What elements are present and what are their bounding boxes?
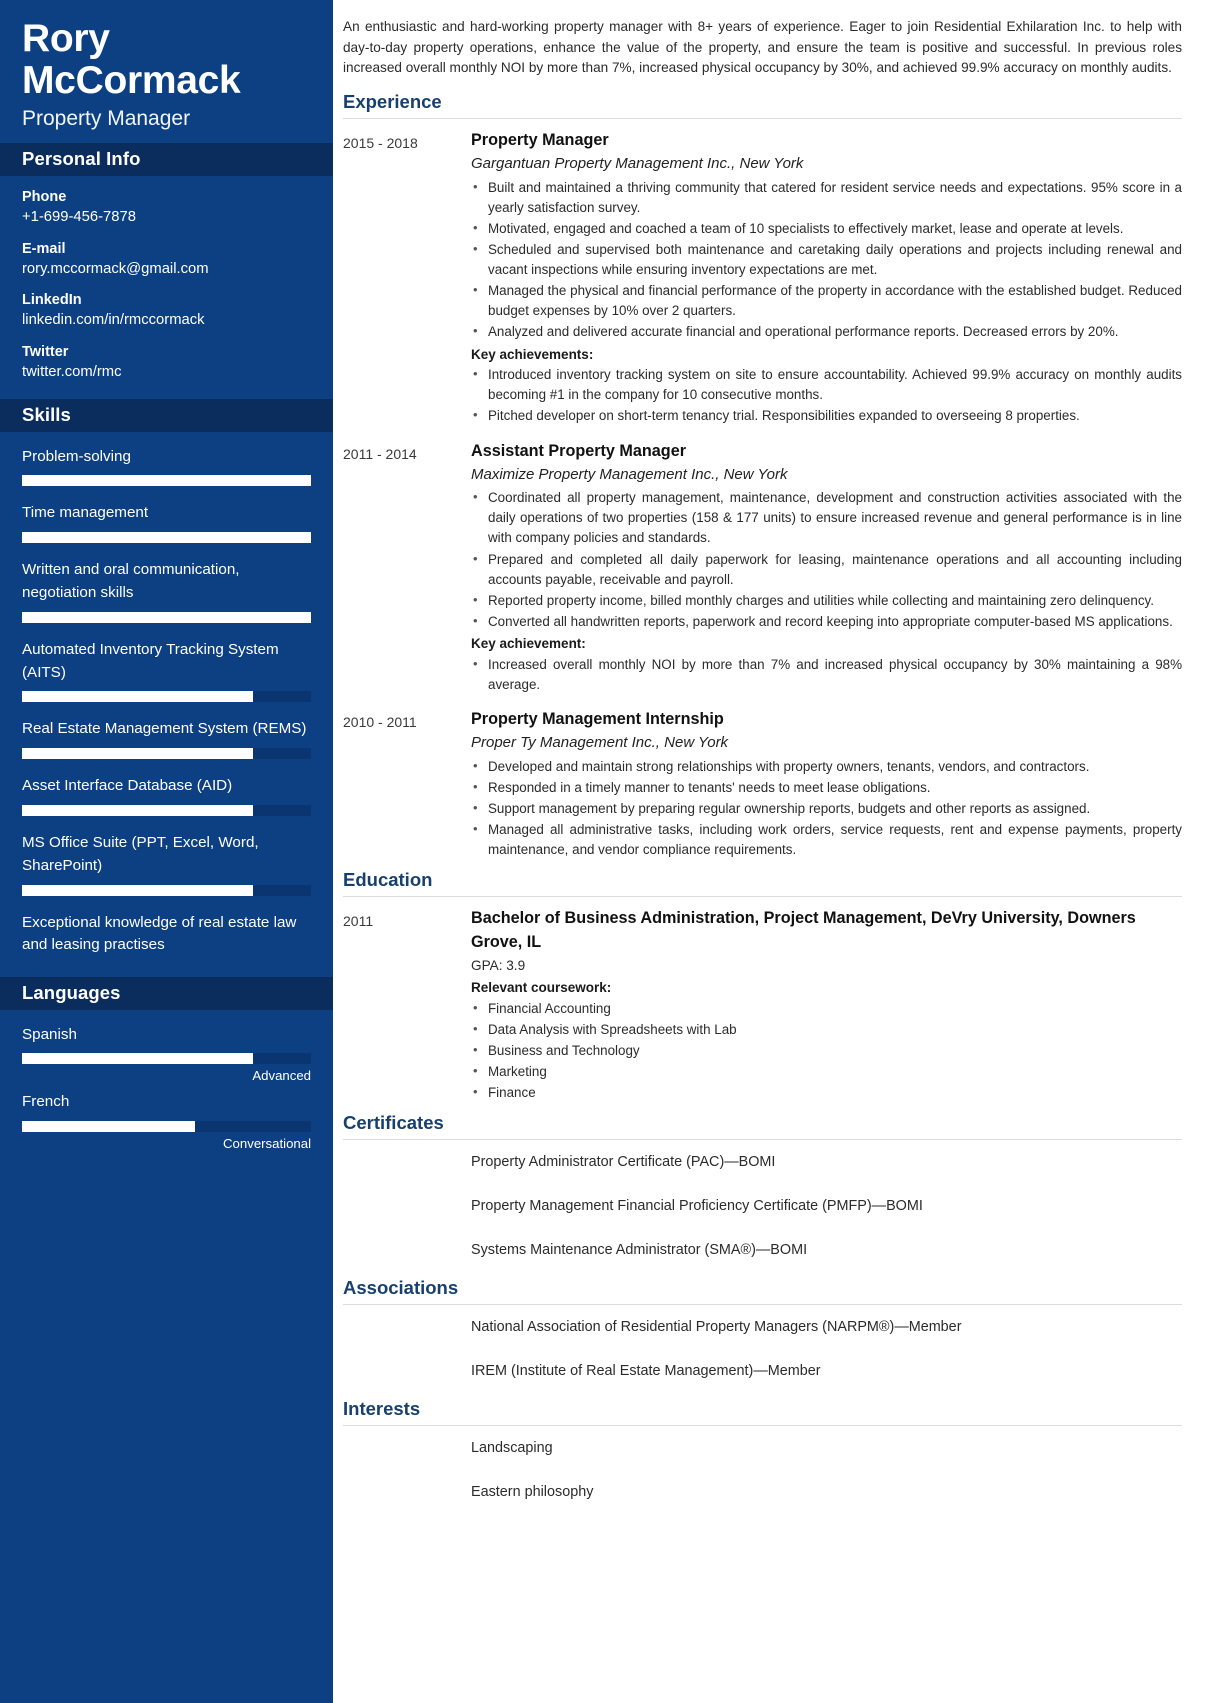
- experience-bullet: • Prepared and completed all daily paperwork for leasing, maintenance operations and all accounting including accounts payable, receivable and payroll.: [471, 550, 1182, 590]
- skill-level-fill: [22, 805, 253, 816]
- contact-item: [22, 188, 311, 228]
- experience-bullet: • Managed the physical and financial performance of the property in accordance with the established budget. Reduced budget expenses by 10% over 2 quarters.: [471, 281, 1182, 321]
- experience-bullet: • Support management by preparing regular ownership reports, budgets and other reports as assigned.: [471, 799, 1182, 819]
- sidebar-heading-personal-info: Personal Info: [0, 143, 333, 176]
- skill-level-fill: [22, 532, 311, 543]
- contact-value[interactable]: twitter.com/rmc: [22, 363, 122, 380]
- contact-label: Phone: [22, 189, 67, 206]
- experience-bullet: • Built and maintained a thriving community that catered for resident service needs and expectations. 95% score in a yearly satisfaction survey.: [471, 178, 1182, 218]
- experience-bullet: • Coordinated all property management, maintenance, development and construction activities associated with the daily operations of two properties (158 & 177 units) to ensure increased revenue and general performance is in line with company policies and standards.: [471, 488, 1182, 548]
- experience-bullet: • Scheduled and supervised both maintenance and caretaking daily operations and projects including renewal and vacant inspections while ensuring inventory expectations are met.: [471, 240, 1182, 280]
- education-entry: [343, 897, 1182, 1106]
- skill-name: Real Estate Management System (REMS): [22, 720, 307, 738]
- skill-level-fill: [22, 612, 311, 623]
- experience-entry: [343, 119, 1182, 430]
- skill-level-bar: [22, 691, 311, 702]
- language-item: [22, 1024, 311, 1083]
- language-level-label: Advanced: [252, 1068, 311, 1084]
- skill-name: Written and oral communication, negotiation skills: [22, 561, 240, 601]
- language-level-bar: [22, 1053, 311, 1064]
- contact-value[interactable]: linkedin.com/in/rmccormack: [22, 312, 205, 329]
- certificate-item-entry: [343, 1228, 1182, 1272]
- certificates-list: [343, 1140, 1182, 1271]
- section-heading-education: Education: [343, 863, 1182, 897]
- interest-item-entry: [343, 1426, 1182, 1470]
- sidebar: [0, 0, 333, 1703]
- skill-item: [22, 446, 311, 487]
- skill-name: Problem-solving: [22, 447, 131, 465]
- interests-list: [343, 1426, 1182, 1513]
- experience-organization: Gargantuan Property Management Inc., New York: [471, 155, 804, 173]
- coursework-item: • Business and Technology: [471, 1041, 1182, 1061]
- interest-item-entry: [343, 1470, 1182, 1514]
- skill-name: MS Office Suite (PPT, Excel, Word, SharePoint): [22, 833, 259, 874]
- date-column-spacer: [343, 1349, 471, 1393]
- certificate-item: Property Administrator Certificate (PAC)—BOMI: [471, 1154, 776, 1171]
- skill-name: Exceptional knowledge of real estate law and leasing practises: [22, 913, 297, 954]
- experience-bullet: • Developed and maintain strong relationships with property owners, tenants, vendors, and contractors.: [471, 757, 1182, 777]
- skill-level-fill: [22, 475, 311, 486]
- experience-date: 2010 - 2011: [343, 713, 417, 730]
- language-name: French: [22, 1093, 70, 1111]
- language-level-label: Conversational: [223, 1135, 311, 1151]
- contact-label: Twitter: [22, 344, 69, 360]
- experience-job-title: Property Management Internship: [471, 709, 724, 728]
- experience-key-achievements-list: [471, 365, 1182, 426]
- skill-item: [22, 559, 311, 623]
- experience-bullet: • Motivated, engaged and coached a team of 10 specialists to effectively market, lease and operate at levels.: [471, 219, 1182, 239]
- education-gpa: GPA: 3.9: [471, 958, 526, 974]
- languages-list: [0, 1010, 333, 1169]
- skill-level-fill: [22, 691, 253, 702]
- contact-value[interactable]: +1-699-456-7878: [22, 208, 136, 225]
- skill-level-fill: [22, 885, 253, 896]
- certificate-item-entry: [343, 1184, 1182, 1228]
- certificate-item: Systems Maintenance Administrator (SMA®)—BOMI: [471, 1241, 808, 1258]
- candidate-name: Rory McCormack: [22, 17, 241, 103]
- section-heading-experience: Experience: [343, 85, 1182, 119]
- skill-level-bar: [22, 885, 311, 896]
- skill-item: [22, 912, 311, 958]
- skill-item: [22, 832, 311, 896]
- date-column-spacer: [343, 1140, 471, 1184]
- contact-item: [22, 240, 311, 280]
- experience-bullet: • Analyzed and delivered accurate financial and operational performance reports. Decreased errors by 20%.: [471, 322, 1182, 342]
- experience-date: 2011 - 2014: [343, 445, 417, 462]
- experience-key-achievement: • Increased overall monthly NOI by more than 7% and increased physical occupancy by 30% maintaining a 98% average.: [471, 655, 1182, 695]
- skills-list: [0, 432, 333, 978]
- experience-bullet-list: [471, 757, 1182, 861]
- contact-label: LinkedIn: [22, 292, 82, 309]
- coursework-item: • Marketing: [471, 1062, 1182, 1082]
- candidate-role: Property Manager: [22, 107, 191, 131]
- experience-key-achievements-label: Key achievements:: [471, 346, 594, 362]
- language-level-bar: [22, 1121, 311, 1132]
- interest-item: Eastern philosophy: [471, 1483, 594, 1500]
- certificate-item-entry: [343, 1140, 1182, 1184]
- experience-entry: [343, 430, 1182, 698]
- experience-bullet-list: [471, 178, 1182, 343]
- association-item: IREM (Institute of Real Estate Management)—Member: [471, 1362, 821, 1379]
- sidebar-heading-skills: Skills: [0, 399, 333, 432]
- skill-level-fill: [22, 748, 253, 759]
- experience-date: 2015 - 2018: [343, 134, 418, 151]
- skill-level-bar: [22, 475, 311, 486]
- experience-key-achievement: • Pitched developer on short-term tenancy trial. Responsibilities expanded to overseeing 8 properties.: [471, 406, 1182, 426]
- section-heading-certificates: Certificates: [343, 1106, 1182, 1140]
- date-column-spacer: [343, 1426, 471, 1470]
- contact-item: [22, 343, 311, 383]
- section-heading-interests: Interests: [343, 1392, 1182, 1426]
- experience-bullet: • Converted all handwritten reports, paperwork and record keeping into appropriate computer-based MS applications.: [471, 612, 1182, 632]
- experience-job-title: Property Manager: [471, 130, 609, 149]
- skill-item: [22, 639, 311, 703]
- experience-list: [343, 119, 1182, 863]
- interest-item: Landscaping: [471, 1440, 553, 1457]
- associations-list: [343, 1305, 1182, 1392]
- association-item-entry: [343, 1349, 1182, 1393]
- association-item-entry: [343, 1305, 1182, 1349]
- date-column-spacer: [343, 1305, 471, 1349]
- coursework-item: • Finance: [471, 1083, 1182, 1103]
- main-content: [333, 0, 1206, 1703]
- language-level-fill: [22, 1121, 195, 1132]
- language-level-fill: [22, 1053, 253, 1064]
- skill-item: [22, 718, 311, 759]
- education-title: Bachelor of Business Administration, Project Management, DeVry University, Downers Grove, IL: [471, 909, 1136, 951]
- contact-label: E-mail: [22, 240, 66, 257]
- skill-name: Asset Interface Database (AID): [22, 777, 233, 795]
- skill-level-bar: [22, 748, 311, 759]
- date-column-spacer: [343, 1470, 471, 1514]
- contact-list: [0, 176, 333, 398]
- education-coursework-label: Relevant coursework:: [471, 980, 612, 996]
- date-column-spacer: [343, 1228, 471, 1272]
- professional-summary: An enthusiastic and hard-working property manager with 8+ years of experience. Eager to join Residential Exhilaration Inc. to help with day-to-day property operations, enhance the value of the property, and ensure the team is positive and successful. In previous roles increased overall monthly NOI by more than 7%, increased physical occupancy by 30%, and achieved 99.9% accuracy on monthly audits.: [343, 19, 1182, 76]
- certificate-item: Property Management Financial Proficiency Certificate (PMFP)—BOMI: [471, 1197, 923, 1214]
- language-item: [22, 1091, 311, 1150]
- experience-bullet: • Responded in a timely manner to tenants' needs to meet lease obligations.: [471, 778, 1182, 798]
- skill-level-bar: [22, 805, 311, 816]
- experience-organization: Proper Ty Management Inc., New York: [471, 734, 729, 752]
- skill-item: [22, 502, 311, 543]
- language-name: Spanish: [22, 1026, 77, 1044]
- experience-entry: [343, 698, 1182, 863]
- date-column-spacer: [343, 1184, 471, 1228]
- education-date: 2011: [343, 913, 374, 930]
- experience-job-title: Assistant Property Manager: [471, 441, 686, 460]
- skill-level-bar: [22, 532, 311, 543]
- experience-key-achievement: • Introduced inventory tracking system on site to ensure accountability. Achieved 99.9% accuracy on monthly audits becoming #1 in the company for 10 consecutive months.: [471, 365, 1182, 405]
- sidebar-heading-languages: Languages: [0, 977, 333, 1010]
- education-coursework-list: [471, 999, 1182, 1104]
- contact-value[interactable]: rory.mccormack@gmail.com: [22, 260, 209, 277]
- section-heading-associations: Associations: [343, 1271, 1182, 1305]
- association-item: National Association of Residential Property Managers (NARPM®)—Member: [471, 1319, 962, 1336]
- skill-level-bar: [22, 612, 311, 623]
- skill-name: Automated Inventory Tracking System (AITS): [22, 640, 279, 681]
- experience-key-achievements-label: Key achievement:: [471, 636, 586, 651]
- contact-item: [22, 291, 311, 331]
- experience-bullet: • Reported property income, billed monthly charges and utilities while collecting and maintaining zero delinquency.: [471, 591, 1182, 611]
- skill-name: Time management: [22, 504, 149, 522]
- coursework-item: • Data Analysis with Spreadsheets with Lab: [471, 1020, 1182, 1040]
- coursework-item: • Financial Accounting: [471, 999, 1182, 1019]
- experience-bullet: • Managed all administrative tasks, including work orders, service requests, rent and expense payments, property maintenance, and vendor compliance requirements.: [471, 820, 1182, 860]
- skill-item: [22, 775, 311, 816]
- experience-key-achievements-list: [471, 655, 1182, 695]
- experience-organization: Maximize Property Management Inc., New York: [471, 465, 788, 483]
- experience-bullet-list: [471, 488, 1182, 632]
